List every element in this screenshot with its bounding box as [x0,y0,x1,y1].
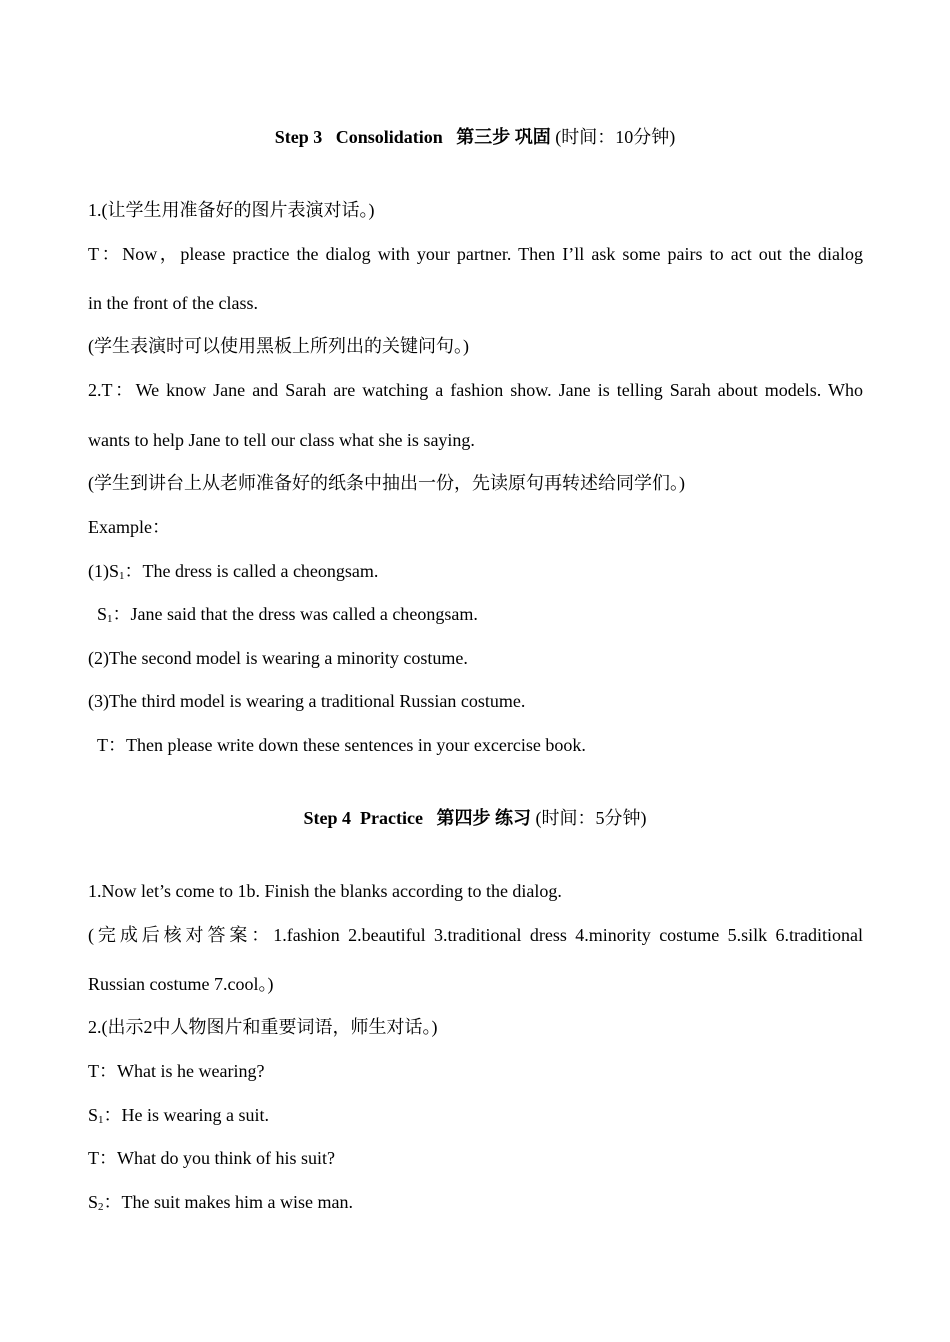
step3-p3: (学生表演时可以使用黑板上所列出的关键问句。) [88,336,469,356]
example-1-sub: 1 [119,570,125,582]
step3-p2a: T：Now，please practice the dialog with your partner. Then I’ll ask some pairs to act out the dialog [88,244,863,264]
example-1b-prefix: S [97,604,108,624]
dialog-line-4 [88,1190,353,1219]
dialog-4-prefix: S [88,1192,99,1212]
example-1 [88,559,378,588]
step4-p3: 2.(出示2中人物图片和重要词语，师生对话。) [88,1017,438,1037]
example-1b-text: ：Jane said that the dress was called a cheongsam. [112,604,478,624]
step3-example-label: Example： [88,517,170,537]
step3-heading [0,125,950,149]
step3-p1: 1.(让学生用准备好的图片表演对话。) [88,200,375,220]
step4-title-en: Step 4 Practice [303,808,423,828]
example-1-prefix: (1)S [88,561,119,581]
dialog-2-prefix: S [88,1105,99,1125]
step3-p4a: 2.T：We know Jane and Sarah are watching a fashion show. Jane is telling Sarah about models. Who [88,380,863,400]
step3-title-cn: 第三步 巩固 [456,127,551,147]
step4-p1: 1.Now let’s come to 1b. Finish the blanks according to the dialog. [88,881,562,901]
dialog-line-2 [88,1103,269,1132]
example-1b-sub: 1 [107,613,113,625]
step3-p4b: wants to help Jane to tell our class what she is saying. [88,430,475,450]
step3-p7: T：Then please write down these sentences in your excercise book. [97,735,586,755]
dialog-line-1: T：What is he wearing? [88,1061,265,1081]
step3-p5: (学生到讲台上从老师准备好的纸条中抽出一份，先读原句再转述给同学们。) [88,473,685,493]
dialog-line-3: T：What do you think of his suit? [88,1148,335,1168]
step4-p2a: (完成后核对答案：1.fashion 2.beautiful 3.traditional dress 4.minority costume 5.silk 6.traditional [88,925,863,945]
step4-title-cn: 第四步 练习 [436,808,531,828]
example-2: (2)The second model is wearing a minority costume. [88,648,468,668]
example-1-reported [97,602,478,631]
step4-heading [0,806,950,830]
dialog-4-text: ：The suit makes him a wise man. [103,1192,353,1212]
dialog-2-text: ：He is wearing a suit. [103,1105,269,1125]
step3-title-en: Step 3 Consolidation [274,127,443,147]
step3-time: (时间：10分钟) [555,127,676,147]
step4-time: (时间：5分钟) [535,808,647,828]
step4-p2b: Russian costume 7.cool。) [88,974,274,994]
example-3: (3)The third model is wearing a traditional Russian costume. [88,691,526,711]
example-1-text: ：The dress is called a cheongsam. [124,561,379,581]
dialog-2-sub: 1 [98,1114,104,1126]
dialog-4-sub: 2 [98,1201,104,1213]
step3-p2b: in the front of the class. [88,293,258,313]
